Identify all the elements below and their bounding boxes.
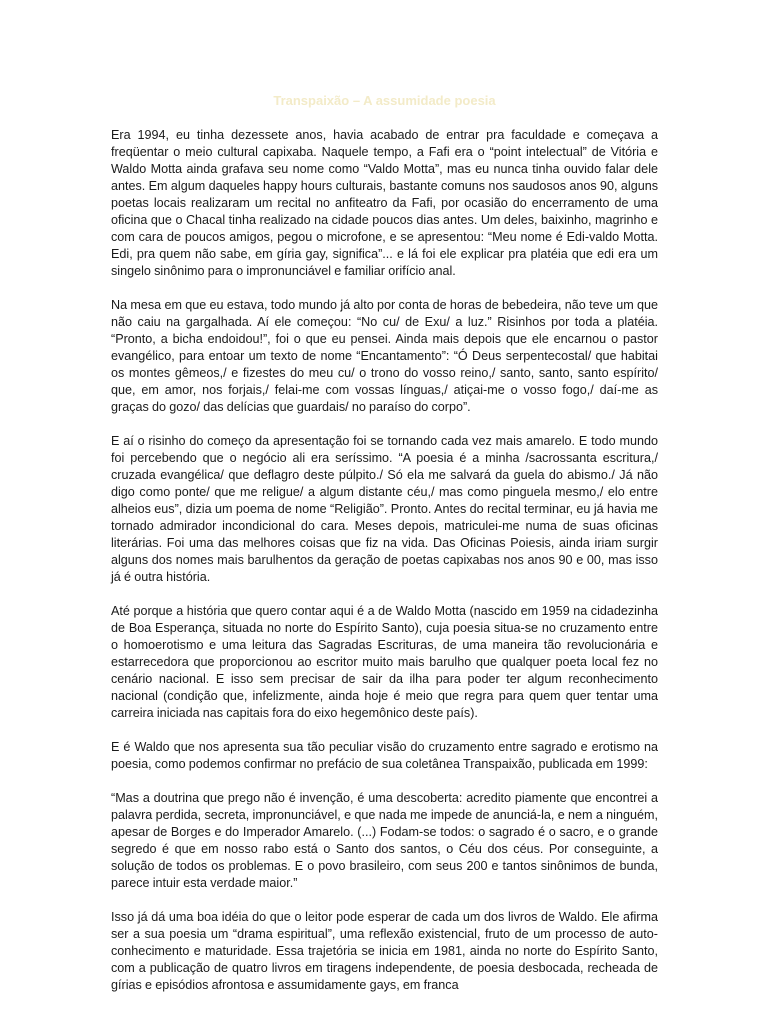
paragraph-7: Isso já dá uma boa idéia do que o leitor pode esperar de cada um dos livros de Waldo. Ele afirma ser a sua poesia um “drama espiritual”, uma reflexão existencial, fruto de um processo de auto-conhecimento e maturidade. Essa trajetória se inicia em 1981, ainda no norte do Espírito Santo, com a publicação de quatro livros em tiragens independente, de poesia desbocada, recheada de gírias e episódios afrontosa e assumidamente gays, em franca	[111, 910, 658, 992]
document-title: Transpaixão – A assumidade poesia	[273, 93, 496, 108]
paragraph-1: Era 1994, eu tinha dezessete anos, havia acabado de entrar pra faculdade e começava a freqüentar o meio cultural capixaba. Naquele tempo, a Fafi era o “point intelectual” de Vitória e Waldo Motta ainda grafava seu nome como “Valdo Motta”, mas eu nunca tinha ouvido falar dele antes. Em algum daqueles happy hours culturais, bastante comuns nos saudosos anos 90, alguns poetas locais realizaram um recital no anfiteatro da Fafi, por ocasião do encerramento de uma oficina que o Chacal tinha realizado na cidade poucos dias antes. Um deles, baixinho, magrinho e com cara de poucos amigos, pegou o microfone, e se apresentou: “Meu nome é Edi-valdo Motta. Edi, pra quem não sabe, em gíria gay, significa”... e lá foi ele explicar pra platéia que edi era um singelo sinônimo para o impronunciável e familiar orifício anal.	[111, 128, 658, 278]
paragraph-2: Na mesa em que eu estava, todo mundo já alto por conta de horas de bebedeira, não teve um que não caiu na gargalhada. Aí ele começou: “No cu/ de Exu/ a luz.” Risinhos por toda a platéia. “Pronto, a bicha endoidou!”, foi o que eu pensei. Ainda mais depois que ele encarnou o pastor evangélico, para entoar um texto de nome “Encantamento”: “Ó Deus serpentecostal/ que habitai os montes gêmeos,/ e fizestes do meu cu/ o trono do vosso reino,/ santo, santo, santo espírito/ que, em amor, nos forjais,/ felai-me com vossas línguas,/ atiçai-me o vosso fogo,/ daí-me as graças do gozo/ das delícias que guardais/ no paraíso do corpo”.	[111, 298, 658, 414]
paragraph-6-quote: “Mas a doutrina que prego não é invenção, é uma descoberta: acredito piamente que encontrei a palavra perdida, secreta, impronunciável, e que nada me impede de anunciá-la, e nem a ninguém, apesar de Borges e do Imperador Amarelo. (...) Fodam-se todos: o sagrado é o sacro, e o grande segredo é que em nosso rabo está o Santo dos santos, o Céu dos céus. Por conseguinte, a solução de todos os problemas. E o povo brasileiro, com seus 200 e tantos sinônimos de bunda, parece intuir esta verdade maior.”	[111, 791, 658, 890]
paragraph-4: Até porque a história que quero contar aqui é a de Waldo Motta (nascido em 1959 na cidadezinha de Boa Esperança, situada no norte do Espírito Santo), cuja poesia situa-se no cruzamento entre o homoerotismo e uma leitura das Sagradas Escrituras, de uma maneira tão revolucionária e estarrecedora que proporcionou ao escritor muito mais barulho que qualquer poeta local fez no cenário nacional. E isso sem precisar de sair da ilha para poder ter algum reconhecimento nacional (condição que, infelizmente, ainda hoje é meio que regra para quem quer tentar uma carreira iniciada nas capitais fora do eixo hegemônico deste país).	[111, 604, 658, 720]
paragraph-3: E aí o risinho do começo da apresentação foi se tornando cada vez mais amarelo. E todo mundo foi percebendo que o negócio ali era seríssimo. “A poesia é a minha /sacrossanta escritura,/ cruzada evangélica/ que deflagro deste púlpito./ Só ela me salvará da guela do abismo./ Já não digo como ponte/ que me religue/ a algum distante céu,/ mas como pinguela mesmo,/ elo entre alheios eus”, dizia um poema de nome “Religião”. Pronto. Antes do recital terminar, eu já havia me tornado admirador incondicional do cara. Meses depois, matriculei-me numa de suas oficinas literárias. Foi uma das melhores coisas que fiz na vida. Das Oficinas Poiesis, ainda iriam surgir alguns dos nomes mais barulhentos da geração de poetas capixabas nos anos 90 e 00, mas isso já é outra história.	[111, 434, 658, 584]
paragraph-5: E é Waldo que nos apresenta sua tão peculiar visão do cruzamento entre sagrado e erotismo na poesia, como podemos confirmar no prefácio de sua coletânea Transpaixão, publicada em 1999:	[111, 740, 658, 771]
